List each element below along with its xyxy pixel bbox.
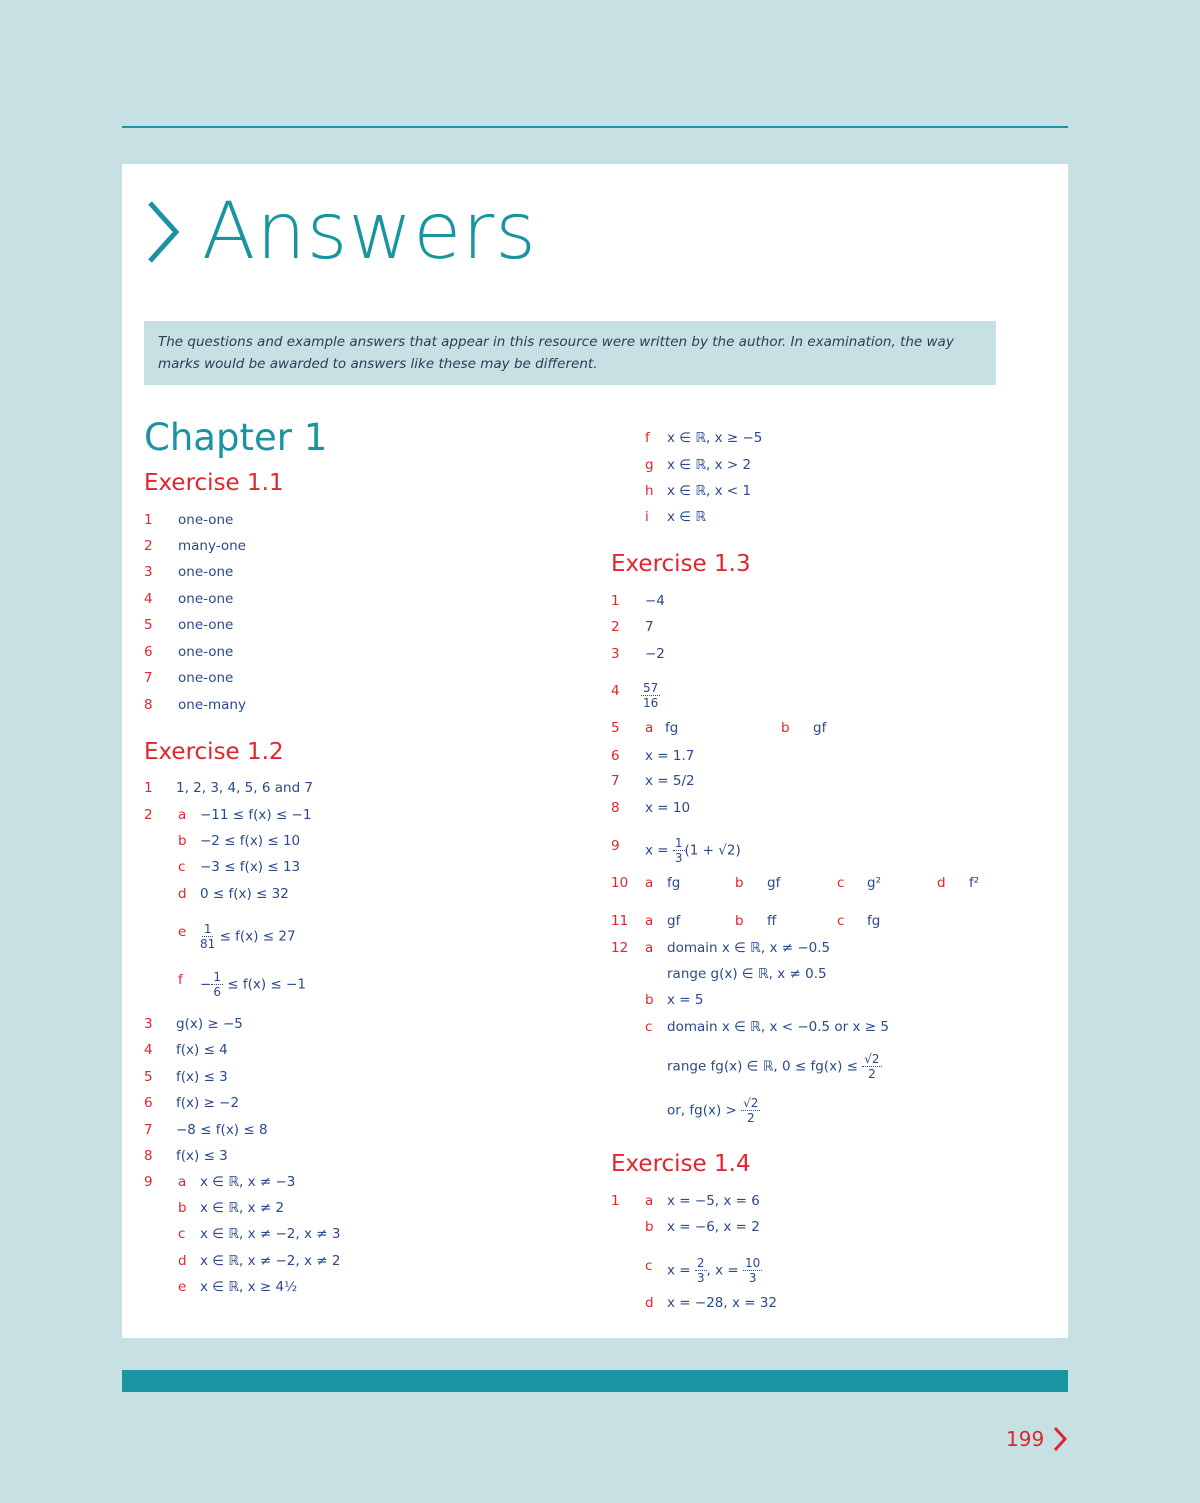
page-number: 199 <box>1006 1424 1068 1454</box>
fraction: $\frac{10}{3}$ <box>745 1256 761 1285</box>
fraction: $\frac{1}{81}$ <box>200 922 216 951</box>
page-title <box>144 182 537 282</box>
exercise-1-3-heading: Exercise 1.3 <box>611 551 751 577</box>
fraction: $\frac{√2}{2}$ <box>864 1052 880 1081</box>
chevron-right-icon <box>1052 1425 1068 1453</box>
fraction: $\frac{√2}{2}$ <box>743 1096 759 1125</box>
top-rule <box>122 126 1068 128</box>
title-text: Answers <box>202 187 537 277</box>
fraction: $\frac{1}{6}$ <box>213 970 221 999</box>
exercise-1-1-heading: Exercise 1.1 <box>144 470 284 496</box>
chevron-right-icon <box>144 197 184 267</box>
chapter-heading: Chapter 1 <box>144 416 328 459</box>
exercise-1-2-heading: Exercise 1.2 <box>144 739 284 765</box>
footer-bar <box>122 1370 1068 1392</box>
answers-page: Answers The questions and example answers that appear in this resource were written by the author. In examination, the way marks would be awarded to answers like these may be different. Chapter 1 Exercise 1.1 1 one-one 2 many-one 3 one-one 4 one-one 5 one-one 6 one-one 7 one-one 8 one-many Exercise 1.2 1 1, 2, 3, 4, 5, 6 and 7 2 a −11 ≤ f(x) ≤ −1 b −2 ≤ f(x) ≤ 10 c −3 ≤ f(x) ≤ 13 d 0 ≤ f(x) ≤ 32 e $\frac{1}{81}$ ≤ f(x) ≤ 27 f − $\frac{1}{6}$ ≤ f(x) ≤ −1 3 g(x) ≥ −5 4 f(x) ≤ 4 5 f(x) ≤ 3 6 f(x) ≥ −2 7 −8 ≤ f(x) ≤ 8 8 f(x) ≤ 3 9 a x ∈ ℝ, x ≠ −3 b x ∈ ℝ, x ≠ 2 c x ∈ ℝ, x ≠ −2, x ≠ 3 d x ∈ ℝ, x ≠ −2, x ≠ 2 e x ∈ ℝ, x ≥ 4½ f x ∈ ℝ, x ≥ −5 g x ∈ ℝ, x > 2 h x ∈ ℝ, x < 1 i x ∈ ℝ Exercise 1.3 1 −4 2 7 3 −2 4 $\frac{57}{16}$ 5 a fg b gf 6 x = 1.7 7 x = 5/2 8 x = 10 9 x = $\frac{1}{3}$ (1 + √2) 10 a fg b gf c g² d f² 11 a gf b ff c fg 12 a domain x ∈ ℝ, x ≠ −0.5 range g(x) ∈ ℝ, x ≠ 0.5 b x = 5 c domain x ∈ ℝ, x < −0.5 or x ≥ 5 range fg(x) ∈ ℝ, 0 ≤ fg(x) ≤ $\frac{√2}{2}$ or, fg(x) > $\frac{√2}{2}$ Exercise 1.4 1 a x = −5, x = 6 b x = −6, x = 2 c x = $\frac{2}{3}$ , x = $\frac{10}{3}$ d x = −28, x = 32 <box>122 164 1068 1338</box>
fraction: $\frac{2}{3}$ <box>696 1256 705 1285</box>
fraction: $\frac{57}{16}$ <box>643 681 659 710</box>
disclaimer-note: The questions and example answers that appear in this resource were written by the author. In examination, the way marks would be awarded to answers like these may be different. <box>144 321 996 385</box>
exercise-1-4-heading: Exercise 1.4 <box>611 1151 751 1177</box>
fraction: $\frac{1}{3}$ <box>674 836 683 865</box>
